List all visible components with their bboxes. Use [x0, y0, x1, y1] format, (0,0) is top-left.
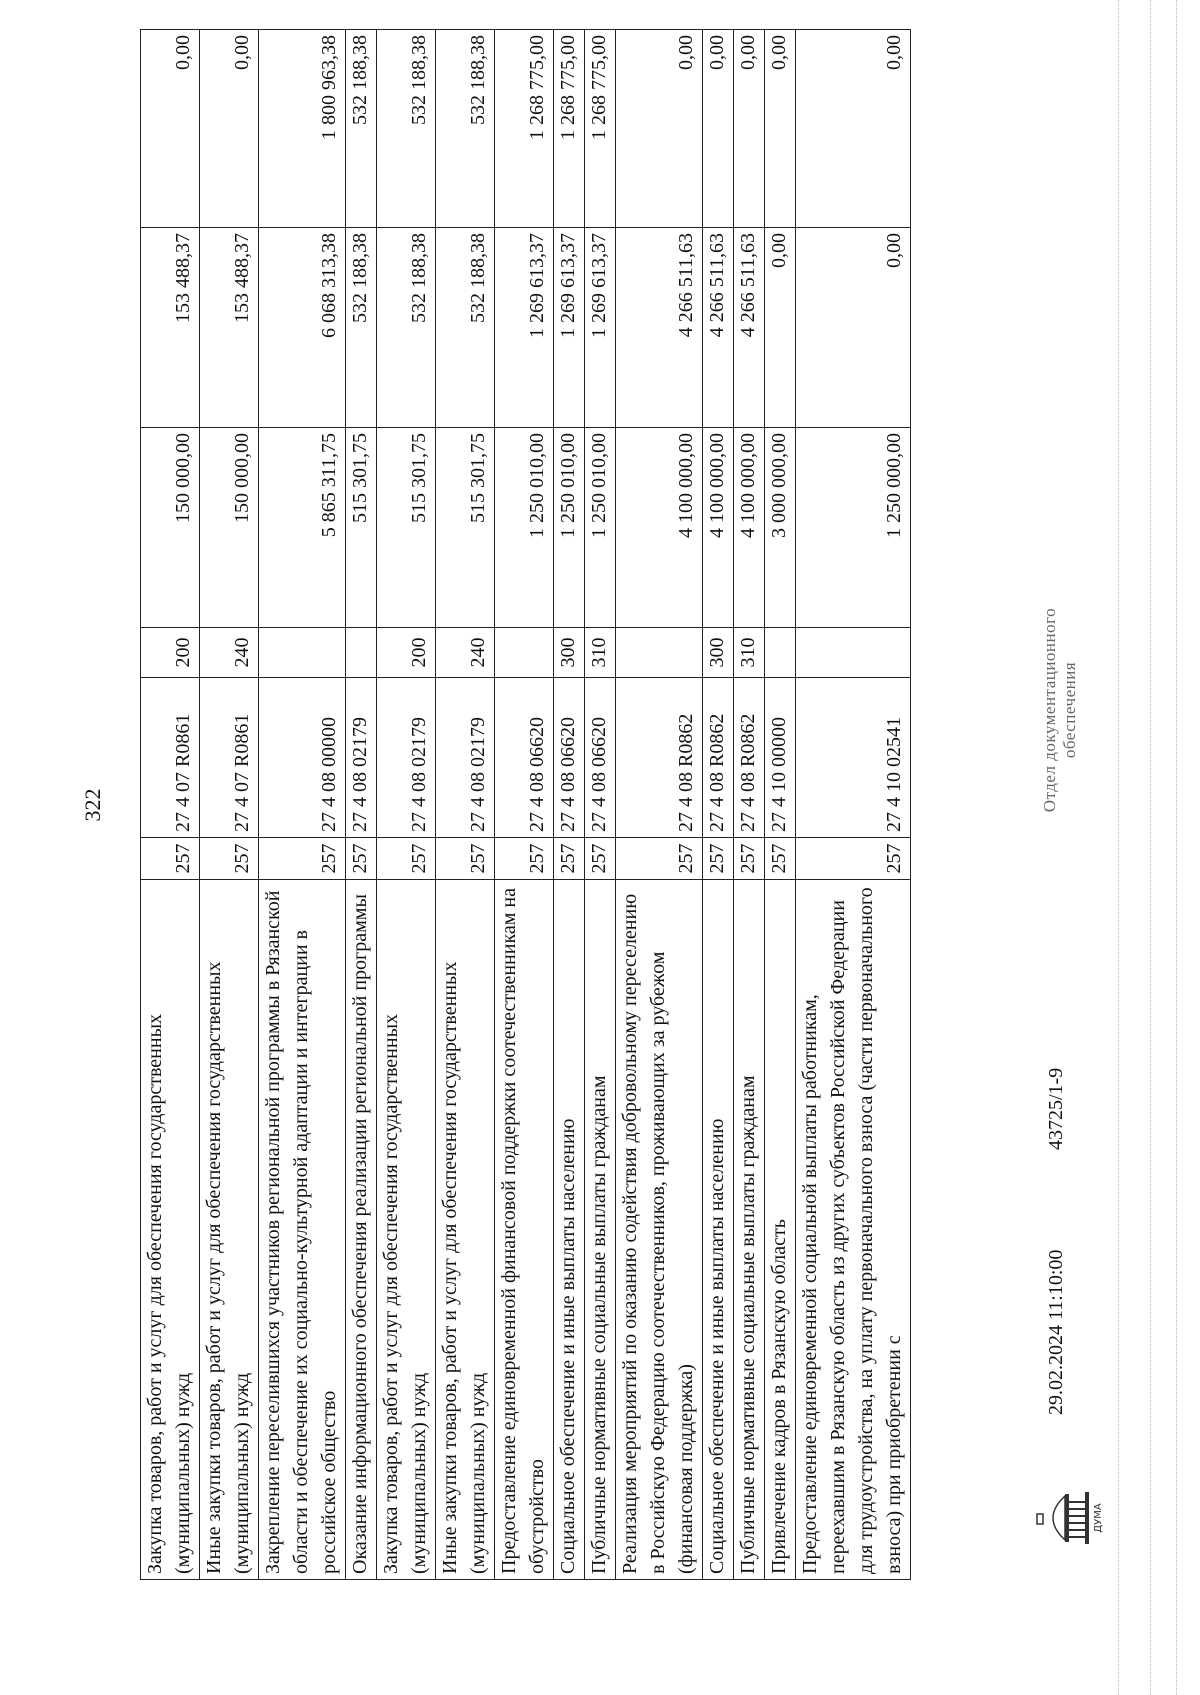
row-amount-year-2: 153 488,37 — [141, 228, 200, 428]
footer-document-code: 43725/1-9 — [1045, 1067, 1067, 1150]
row-target-article: 27 4 08 00000 — [259, 678, 346, 838]
row-ministry-code: 257 — [734, 838, 765, 880]
row-amount-year-2: 532 188,38 — [377, 228, 436, 428]
table-row — [585, 30, 616, 1580]
row-amount-year-2: 4 266 511,63 — [703, 228, 734, 428]
row-ministry-code: 257 — [796, 838, 911, 880]
row-target-article: 27 4 08 R0862 — [616, 678, 703, 838]
row-amount-year-2: 532 188,38 — [436, 228, 495, 428]
row-amount-year-1: 4 100 000,00 — [703, 428, 734, 628]
row-target-article: 27 4 08 06620 — [495, 678, 554, 838]
budget-table — [140, 29, 911, 1580]
row-amount-year-1: 3 000 000,00 — [765, 428, 796, 628]
row-ministry-code: 257 — [616, 838, 703, 880]
table-row — [703, 30, 734, 1580]
row-expense-type: 300 — [703, 628, 734, 678]
row-amount-year-1: 4 100 000,00 — [734, 428, 765, 628]
row-ministry-code: 257 — [585, 838, 616, 880]
row-amount-year-2: 4 266 511,63 — [734, 228, 765, 428]
table-row — [554, 30, 585, 1580]
row-amount-year-2: 0,00 — [765, 228, 796, 428]
row-ministry-code: 257 — [765, 838, 796, 880]
row-amount-year-3: 1 800 963,38 — [259, 30, 346, 228]
row-amount-year-2: 4 266 511,63 — [616, 228, 703, 428]
row-name: Предоставление единовременной социальной выплаты работникам, переехавшим в Рязанскую область из других субъектов Российской Федерации для трудоустройства, на уплату первоначального взноса (части первоначального взноса) при приобретении с — [796, 880, 911, 1580]
row-expense-type: 300 — [554, 628, 585, 678]
row-name: Закрепление переселившихся участников региональной программы в Рязанской области и обеспечение их социально-культурной адаптации и интеграции в российское общество — [259, 880, 346, 1580]
row-name: Иные закупки товаров, работ и услуг для обеспечения государственных (муниципальных) нужд — [200, 880, 259, 1580]
row-target-article: 27 4 07 R0861 — [200, 678, 259, 838]
row-expense-type: 240 — [200, 628, 259, 678]
row-name: Социальное обеспечение и иные выплаты населению — [554, 880, 585, 1580]
row-amount-year-2: 6 068 313,38 — [259, 228, 346, 428]
row-amount-year-1: 515 301,75 — [346, 428, 377, 628]
page-number: 322 — [80, 788, 105, 822]
department-stamp — [1040, 585, 1080, 835]
budget-table-body — [141, 30, 911, 1580]
row-amount-year-1: 1 250 010,00 — [554, 428, 585, 628]
table-row — [765, 30, 796, 1580]
row-name: Публичные нормативные социальные выплаты гражданам — [585, 880, 616, 1580]
row-ministry-code: 257 — [259, 838, 346, 880]
row-ministry-code: 257 — [703, 838, 734, 880]
row-expense-type — [495, 628, 554, 678]
row-expense-type — [796, 628, 911, 678]
row-expense-type — [765, 628, 796, 678]
stamp-line: обеспечения — [1060, 661, 1079, 759]
table-row — [200, 30, 259, 1580]
row-amount-year-1: 1 250 000,00 — [796, 428, 911, 628]
row-amount-year-3: 532 188,38 — [346, 30, 377, 228]
row-ministry-code: 257 — [377, 838, 436, 880]
row-ministry-code: 257 — [200, 838, 259, 880]
rotated-page — [0, 30, 1130, 1580]
row-amount-year-2: 1 269 613,37 — [585, 228, 616, 428]
row-target-article: 27 4 08 02179 — [436, 678, 495, 838]
row-name: Закупка товаров, работ и услуг для обеспечения государственных (муниципальных) нужд — [141, 880, 200, 1580]
row-name: Социальное обеспечение и иные выплаты населению — [703, 880, 734, 1580]
row-target-article: 27 4 08 R0862 — [734, 678, 765, 838]
stamp-line: Отдел документационного — [1040, 607, 1059, 813]
row-expense-type: 240 — [436, 628, 495, 678]
duma-building-icon — [1035, 1486, 1105, 1550]
row-expense-type — [259, 628, 346, 678]
row-name: Публичные нормативные социальные выплаты гражданам — [734, 880, 765, 1580]
row-amount-year-1: 515 301,75 — [436, 428, 495, 628]
table-row — [377, 30, 436, 1580]
row-ministry-code: 257 — [141, 838, 200, 880]
row-expense-type: 310 — [585, 628, 616, 678]
footer-date: 29.02.2024 11:10:00 — [1045, 1249, 1067, 1415]
row-name: Реализация мероприятий по оказанию содействия добровольному переселению в Российскую Федерацию соотечественников, проживающих за рубежом (финансовая поддержка) — [616, 880, 703, 1580]
table-row — [495, 30, 554, 1580]
scan-artifact-line — [1176, 0, 1177, 1695]
row-amount-year-3: 0,00 — [703, 30, 734, 228]
row-expense-type: 200 — [141, 628, 200, 678]
scan-artifact-line — [1150, 0, 1151, 1695]
row-amount-year-1: 5 865 311,75 — [259, 428, 346, 628]
row-ministry-code: 257 — [346, 838, 377, 880]
row-amount-year-2: 1 269 613,37 — [554, 228, 585, 428]
row-name: Иные закупки товаров, работ и услуг для обеспечения государственных (муниципальных) нужд — [436, 880, 495, 1580]
row-target-article: 27 4 08 R0862 — [703, 678, 734, 838]
row-amount-year-3: 1 268 775,00 — [585, 30, 616, 228]
row-expense-type: 200 — [377, 628, 436, 678]
row-expense-type: 310 — [734, 628, 765, 678]
row-name: Оказание информационного обеспечения реализации региональной программы — [346, 880, 377, 1580]
row-name: Привлечение кадров в Рязанскую область — [765, 880, 796, 1580]
row-amount-year-1: 4 100 000,00 — [616, 428, 703, 628]
row-ministry-code: 257 — [436, 838, 495, 880]
row-amount-year-3: 532 188,38 — [436, 30, 495, 228]
row-amount-year-1: 150 000,00 — [200, 428, 259, 628]
row-target-article: 27 4 08 02179 — [346, 678, 377, 838]
row-amount-year-3: 1 268 775,00 — [554, 30, 585, 228]
row-amount-year-3: 1 268 775,00 — [495, 30, 554, 228]
row-amount-year-3: 0,00 — [141, 30, 200, 228]
row-name: Предоставление единовременной финансовой поддержки соотечественникам на обустройство — [495, 880, 554, 1580]
table-row — [259, 30, 346, 1580]
row-amount-year-3: 0,00 — [616, 30, 703, 228]
row-amount-year-2: 0,00 — [796, 228, 911, 428]
table-row — [436, 30, 495, 1580]
row-amount-year-3: 0,00 — [765, 30, 796, 228]
row-amount-year-3: 0,00 — [796, 30, 911, 228]
row-ministry-code: 257 — [495, 838, 554, 880]
row-target-article: 27 4 08 02179 — [377, 678, 436, 838]
row-ministry-code: 257 — [554, 838, 585, 880]
row-target-article: 27 4 07 R0861 — [141, 678, 200, 838]
table-row — [141, 30, 200, 1580]
row-amount-year-3: 0,00 — [200, 30, 259, 228]
row-amount-year-2: 532 188,38 — [346, 228, 377, 428]
row-amount-year-2: 153 488,37 — [200, 228, 259, 428]
row-expense-type — [346, 628, 377, 678]
row-target-article: 27 4 08 06620 — [585, 678, 616, 838]
table-row — [346, 30, 377, 1580]
row-amount-year-1: 150 000,00 — [141, 428, 200, 628]
row-amount-year-1: 515 301,75 — [377, 428, 436, 628]
row-target-article: 27 4 10 02541 — [796, 678, 911, 838]
duma-logo-text: ДУМА — [1093, 1503, 1104, 1533]
table-row — [616, 30, 703, 1580]
row-amount-year-1: 1 250 010,00 — [585, 428, 616, 628]
table-row — [734, 30, 765, 1580]
row-name: Закупка товаров, работ и услуг для обеспечения государственных (муниципальных) нужд — [377, 880, 436, 1580]
table-row — [796, 30, 911, 1580]
row-amount-year-3: 0,00 — [734, 30, 765, 228]
duma-logo — [1035, 1486, 1105, 1550]
row-amount-year-1: 1 250 010,00 — [495, 428, 554, 628]
row-target-article: 27 4 10 00000 — [765, 678, 796, 838]
row-target-article: 27 4 08 06620 — [554, 678, 585, 838]
row-amount-year-2: 1 269 613,37 — [495, 228, 554, 428]
row-amount-year-3: 532 188,38 — [377, 30, 436, 228]
row-expense-type — [616, 628, 703, 678]
